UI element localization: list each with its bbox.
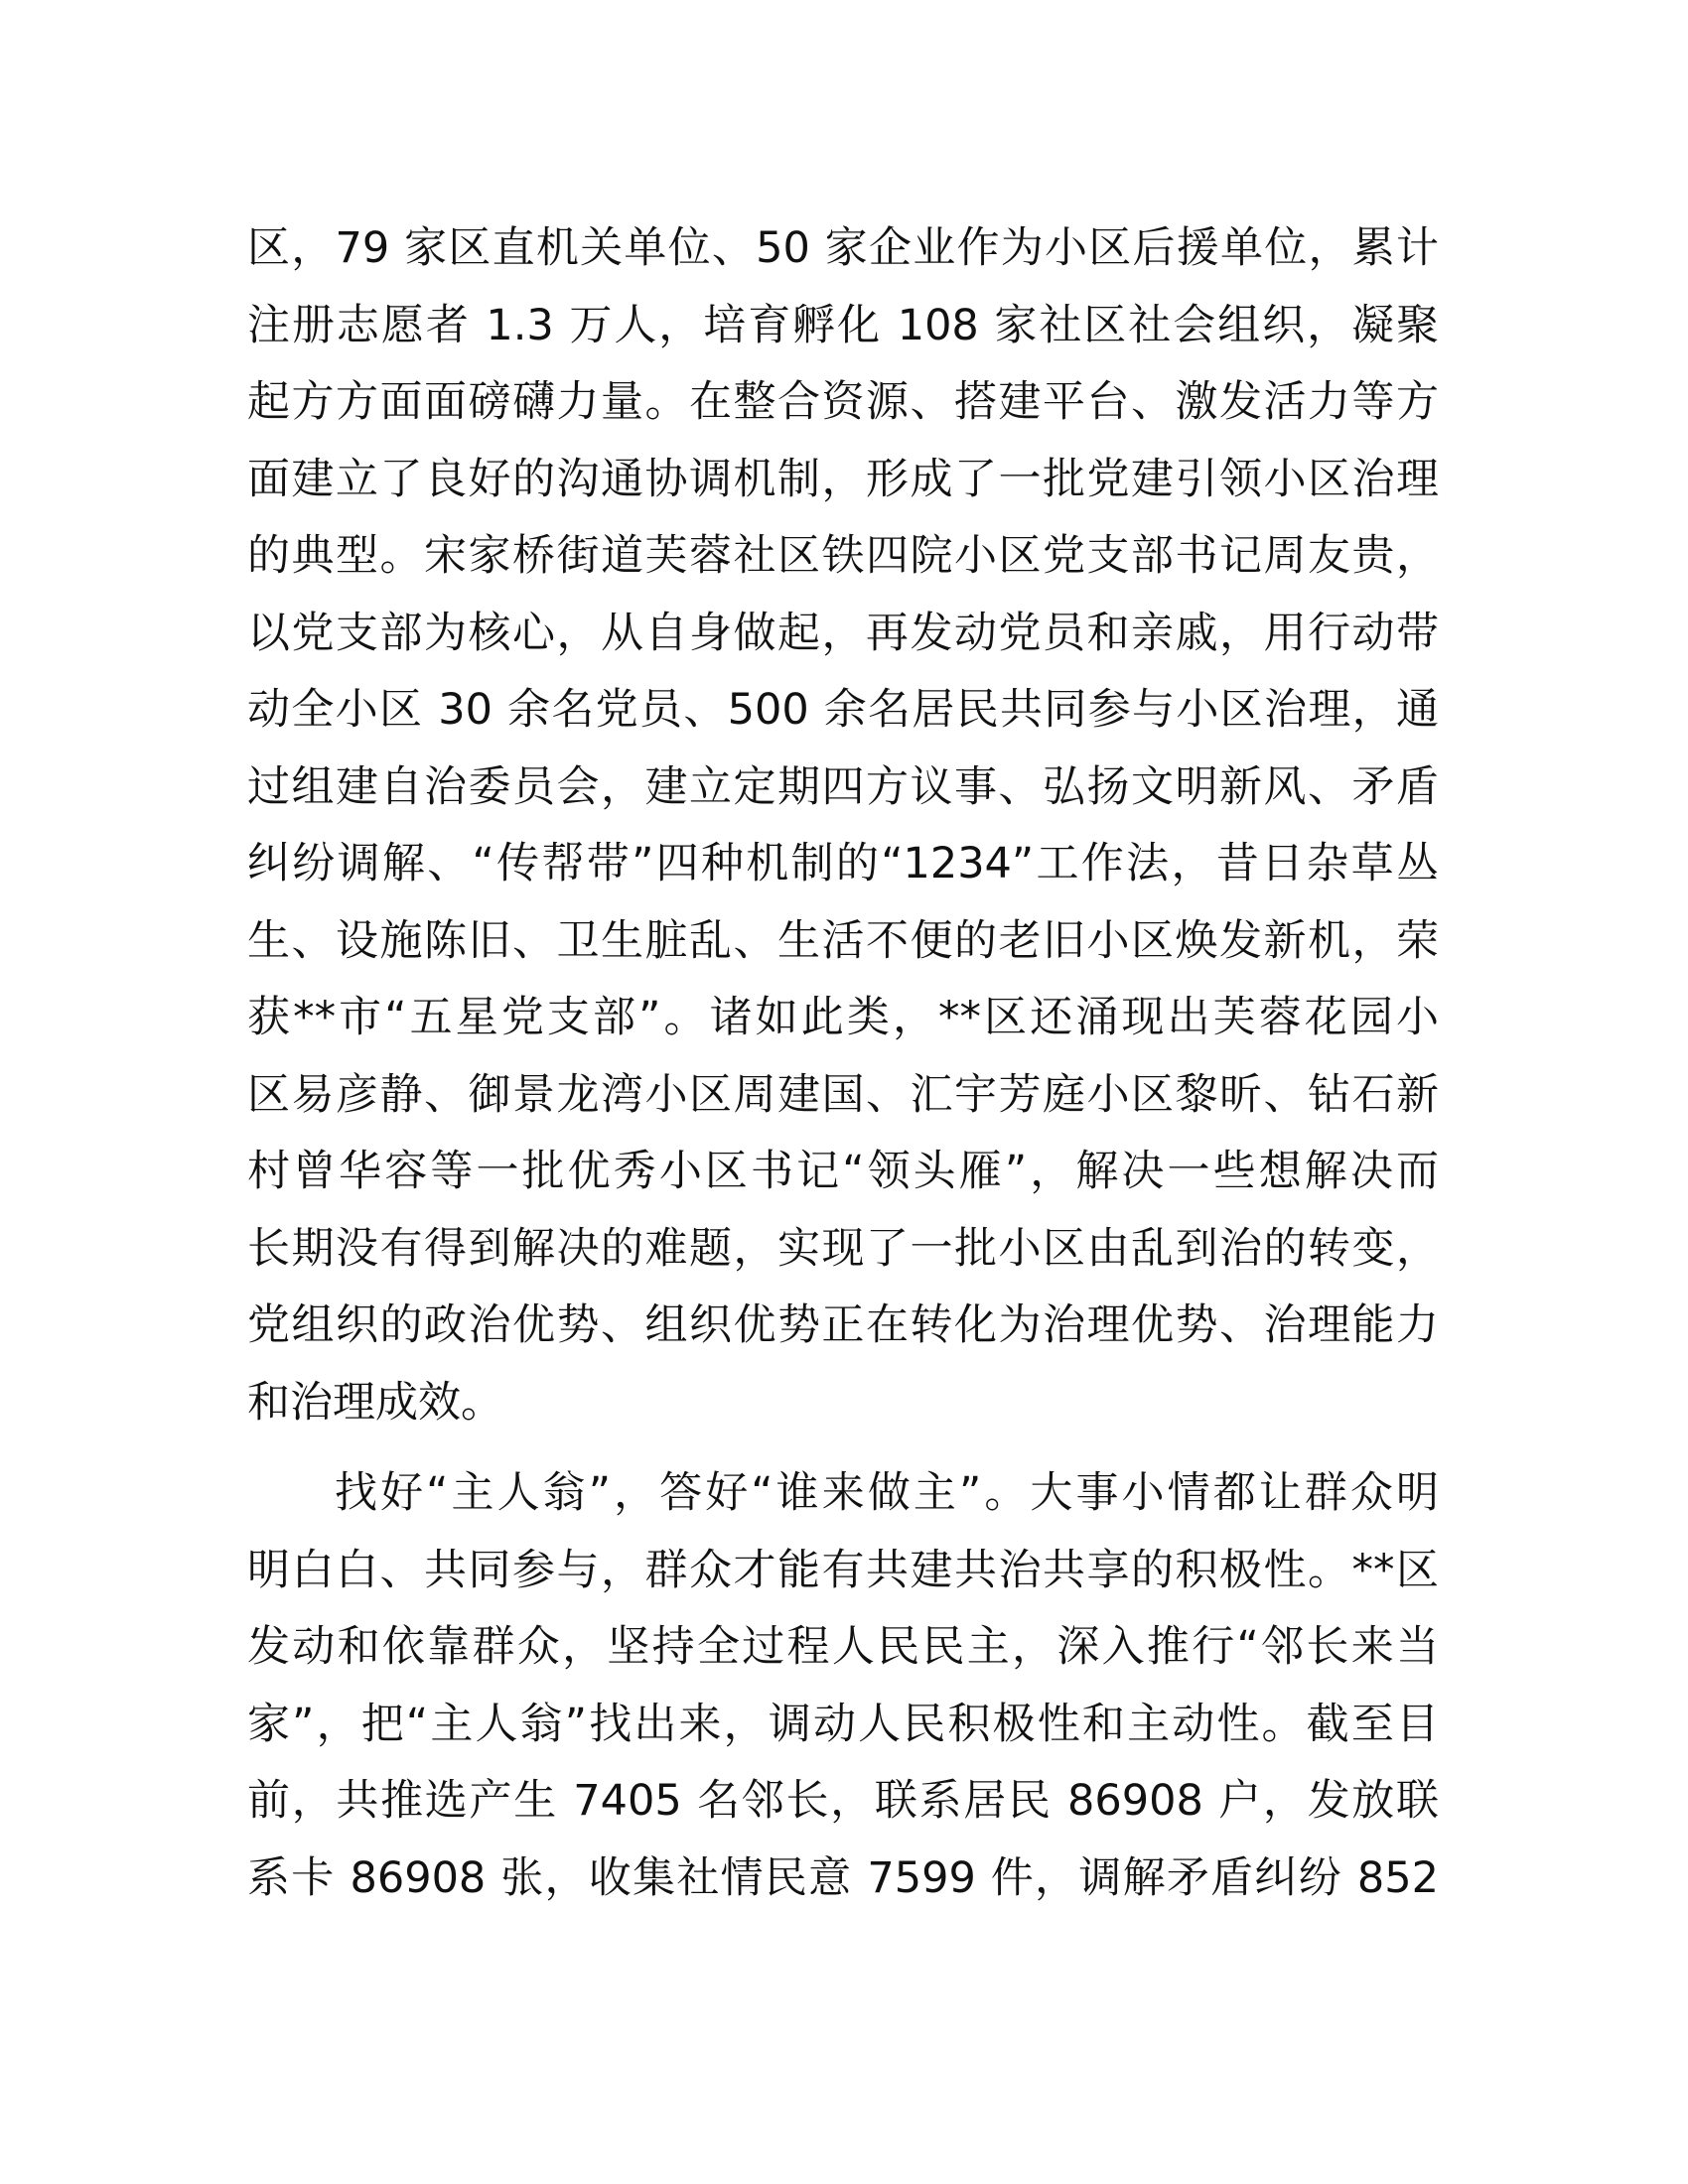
paragraph-1-line: 区，79 家区直机关单位、50 家企业作为小区后援单位，累计 xyxy=(247,223,1439,273)
paragraph-1-line: 面建立了良好的沟通协调机制，形成了一批党建引领小区治理 xyxy=(247,454,1439,504)
paragraph-2 xyxy=(247,1455,1439,1917)
paragraph-1-line: 过组建自治委员会，建立定期四方议事、弘扬文明新风、矛盾 xyxy=(247,761,1439,812)
paragraph-spacer xyxy=(247,1441,1439,1455)
paragraph-1-line: 党组织的政治优势、组织优势正在转化为治理优势、治理能力 xyxy=(247,1300,1439,1350)
paragraph-1-line: 长期没有得到解决的难题，实现了一批小区由乱到治的转变， xyxy=(247,1223,1439,1274)
paragraph-2-line: 明白白、共同参与，群众才能有共建共治共享的积极性。**区 xyxy=(247,1545,1439,1595)
paragraph-1-line: 纠纷调解、“传帮带”四种机制的“1234”工作法，昔日杂草丛 xyxy=(247,839,1439,888)
paragraph-2-line: 系卡 86908 张，收集社情民意 7599 件，调解矛盾纠纷 852 xyxy=(247,1852,1439,1903)
paragraph-1-line: 起方方面面磅礴力量。在整合资源、搭建平台、激发活力等方 xyxy=(247,377,1439,427)
paragraph-1-line: 村曾华容等一批优秀小区书记“领头雁”，解决一些想解决而 xyxy=(247,1147,1439,1196)
paragraph-1-line: 获**市“五星党支部”。诸如此类，**区还涌现出芙蓉花园小 xyxy=(247,993,1439,1042)
paragraph-1-line: 区易彦静、御景龙湾小区周建国、汇宇芳庭小区黎昕、钻石新 xyxy=(247,1069,1439,1120)
paragraph-2-line: 发动和依靠群众，坚持全过程人民民主，深入推行“邻长来当 xyxy=(247,1622,1439,1672)
paragraph-1-line: 以党支部为核心，从自身做起，再发动党员和亲戚，用行动带 xyxy=(247,608,1439,658)
paragraph-2-line: 找好“主人翁”，答好“谁来做主”。大事小情都让群众明 xyxy=(335,1468,1439,1518)
paragraph-1-line: 的典型。宋家桥街道芙蓉社区铁四院小区党支部书记周友贵， xyxy=(247,531,1439,581)
paragraph-1-line: 和治理成效。 xyxy=(247,1377,503,1428)
document-body xyxy=(247,210,1439,1917)
paragraph-2-line: 家”，把“主人翁”找出来，调动人民积极性和主动性。截至目 xyxy=(247,1699,1439,1749)
paragraph-2-line: 前，共推选产生 7405 名邻长，联系居民 86908 户，发放联 xyxy=(247,1776,1439,1826)
paragraph-1 xyxy=(247,210,1439,1441)
paragraph-1-line: 注册志愿者 1.3 万人，培育孵化 108 家社区社会组织，凝聚 xyxy=(247,300,1439,350)
paragraph-1-line: 生、设施陈旧、卫生脏乱、生活不便的老旧小区焕发新机，荣 xyxy=(247,915,1439,966)
paragraph-1-line: 动全小区 30 余名党员、500 余名居民共同参与小区治理，通 xyxy=(247,685,1439,735)
